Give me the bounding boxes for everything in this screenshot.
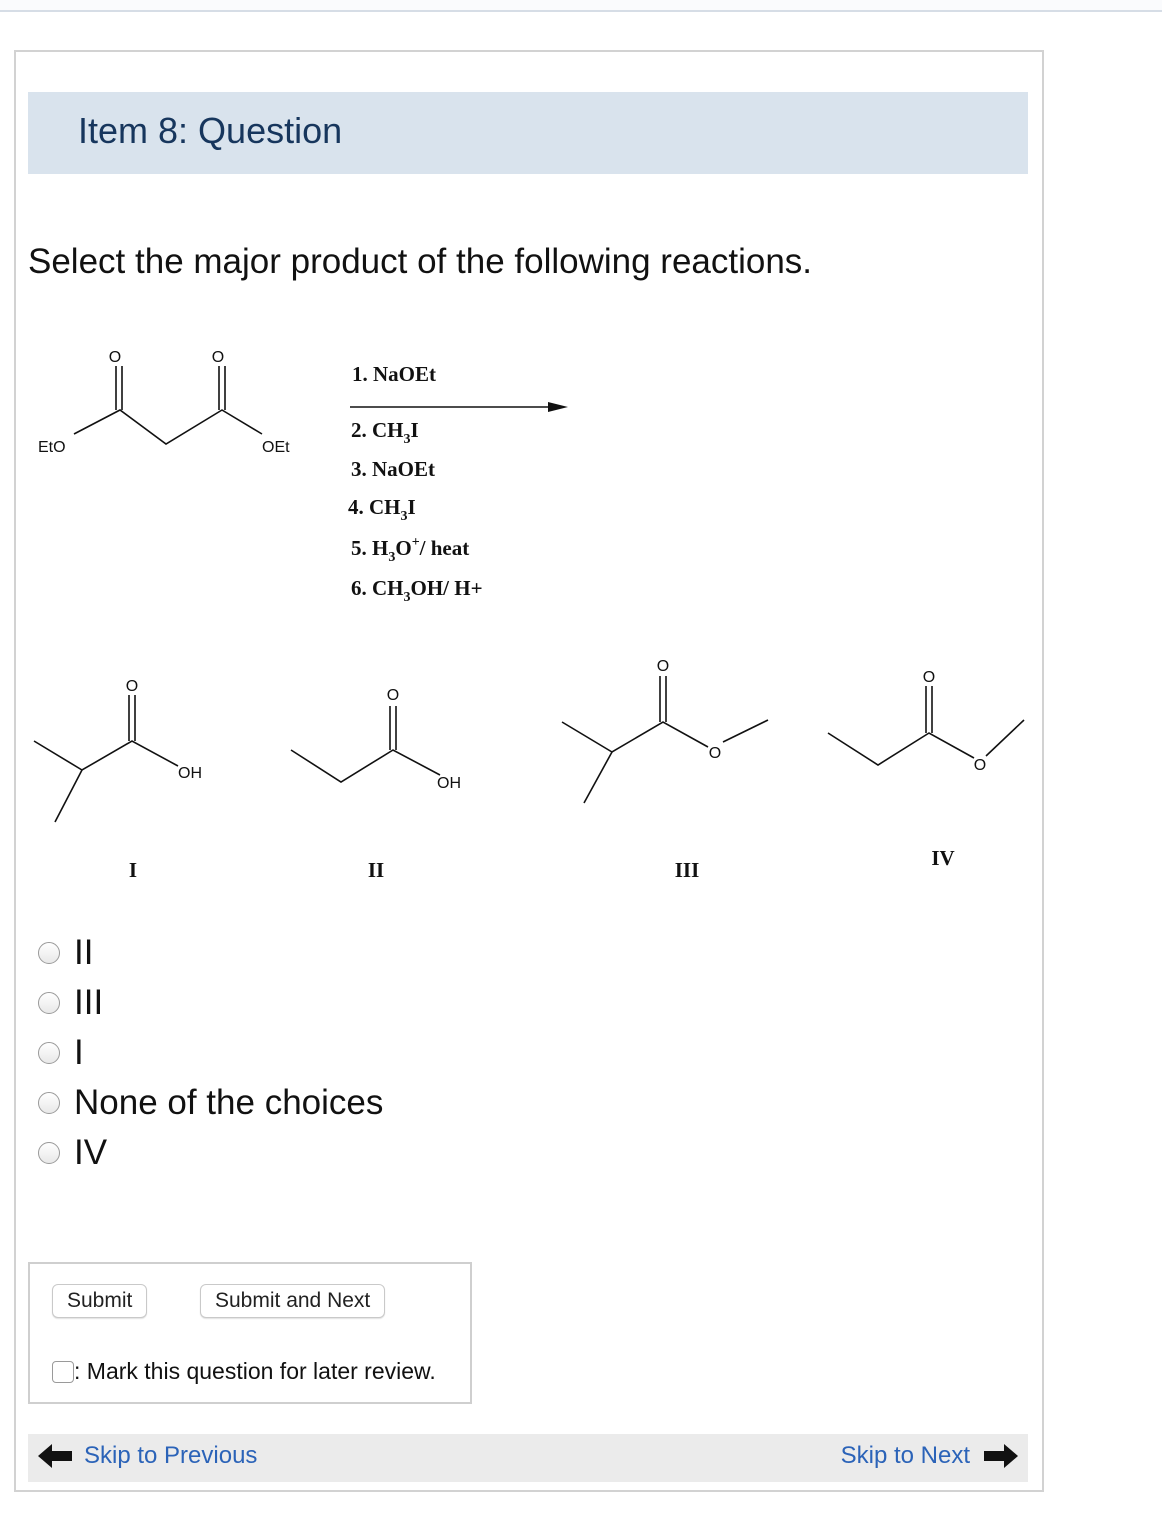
structure-i-oxygen: O (125, 678, 139, 695)
structure-ii-hydroxyl: OH (437, 775, 461, 792)
choice-iii[interactable] (38, 978, 383, 1028)
structure-label-iii: III (674, 858, 700, 882)
submit-panel (28, 1262, 472, 1404)
structure-bonds (34, 676, 1024, 822)
choice-none[interactable] (38, 1078, 383, 1128)
skip-to-next-label: Skip to Next (840, 1442, 970, 1469)
structure-label-ii: II (367, 858, 385, 882)
skip-to-next-link[interactable] (841, 1442, 1018, 1470)
arrow-right-icon (982, 1443, 1018, 1469)
navigation-bar (28, 1434, 1028, 1482)
choice-label: III (74, 983, 104, 1022)
reactant-bonds (74, 366, 262, 444)
structure-iii-carbonyl-oxygen: O (656, 658, 670, 675)
structure-ii-oxygen: O (386, 687, 400, 704)
skip-to-previous-label: Skip to Previous (84, 1442, 258, 1469)
choice-label: None of the choices (74, 1083, 384, 1122)
choice-label: I (74, 1033, 84, 1072)
choice-label: II (74, 933, 94, 972)
reactant-eto-label: EtO (38, 439, 66, 456)
radio-button[interactable] (38, 992, 60, 1014)
structure-atom-labels (126, 658, 986, 792)
choice-label: IV (74, 1133, 108, 1172)
structure-i-hydroxyl: OH (178, 765, 202, 782)
step-4: 4. $CH_3I$ (348, 495, 416, 524)
choice-i[interactable] (38, 1028, 383, 1078)
reactant-oet-label: OEt (262, 439, 290, 456)
radio-button[interactable] (38, 1042, 60, 1064)
item-title: Item 8: Question (78, 110, 343, 151)
step-1: 1. NaOEt (352, 362, 436, 386)
step-3: 3. NaOEt (351, 457, 435, 481)
choice-iv[interactable] (38, 1128, 383, 1178)
choice-ii[interactable] (38, 928, 383, 978)
step-5: 5. $H_3O^+/$ heat (351, 535, 470, 565)
submit-button[interactable]: Submit (52, 1284, 147, 1318)
reactant-oxygen-2: O (211, 349, 225, 366)
arrow-left-icon (38, 1443, 74, 1469)
structure-label-i: I (128, 858, 138, 882)
step-2: 2. $CH_3I$ (351, 418, 419, 447)
radio-button[interactable] (38, 1092, 60, 1114)
radio-button[interactable] (38, 942, 60, 964)
skip-to-previous-link[interactable] (38, 1442, 257, 1470)
structure-iv-ester-oxygen: O (973, 757, 987, 774)
answer-choices (38, 928, 383, 1178)
reactant-oxygen-1: O (108, 349, 122, 366)
structure-iv-carbonyl-oxygen: O (922, 669, 936, 686)
review-checkbox[interactable] (52, 1361, 74, 1383)
structure-label-iv: IV (931, 846, 955, 870)
structure-iii-ester-oxygen: O (708, 745, 722, 762)
review-label: : Mark this question for later review. (74, 1358, 436, 1384)
structure-roman-labels (129, 846, 955, 882)
review-option (52, 1358, 436, 1385)
step-6: 6. $CH_3OH/$ H+ (351, 576, 483, 605)
reaction-arrow-head (548, 402, 568, 412)
question-prompt: Select the major product of the following reactions. (28, 242, 813, 281)
submit-and-next-button[interactable]: Submit and Next (200, 1284, 385, 1318)
reaction-conditions (348, 362, 483, 605)
radio-button[interactable] (38, 1142, 60, 1164)
